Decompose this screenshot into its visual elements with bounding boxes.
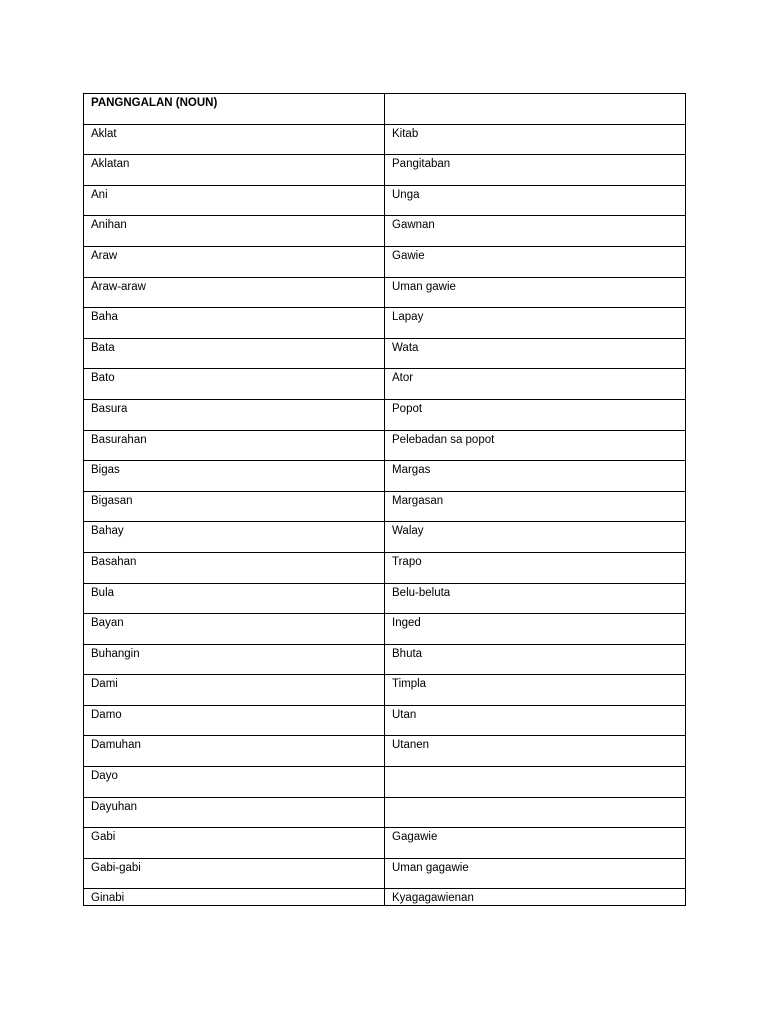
cell-translation-word: Uman gawie bbox=[385, 277, 686, 308]
table-row bbox=[84, 614, 686, 645]
cell-filipino-word: Bigas bbox=[84, 461, 385, 492]
cell-translation-word: Pelebadan sa popot bbox=[385, 430, 686, 461]
cell-filipino-word: Bata bbox=[84, 338, 385, 369]
vocabulary-table-body bbox=[84, 94, 686, 906]
cell-translation-word: Utan bbox=[385, 705, 686, 736]
cell-filipino-word: Araw bbox=[84, 246, 385, 277]
table-row bbox=[84, 583, 686, 614]
cell-translation-word: Lapay bbox=[385, 308, 686, 339]
table-row bbox=[84, 338, 686, 369]
table-header-row bbox=[84, 94, 686, 125]
cell-filipino-word: Bula bbox=[84, 583, 385, 614]
table-row bbox=[84, 644, 686, 675]
cell-filipino-word: Bigasan bbox=[84, 491, 385, 522]
cell-filipino-word: Gabi-gabi bbox=[84, 858, 385, 889]
table-row bbox=[84, 185, 686, 216]
cell-translation-word: Margasan bbox=[385, 491, 686, 522]
cell-translation-word: Trapo bbox=[385, 552, 686, 583]
cell-translation-word: Utanen bbox=[385, 736, 686, 767]
cell-filipino-word: Basura bbox=[84, 399, 385, 430]
table-row bbox=[84, 675, 686, 706]
cell-translation-word bbox=[385, 767, 686, 798]
cell-filipino-word: Damuhan bbox=[84, 736, 385, 767]
cell-filipino-word: Buhangin bbox=[84, 644, 385, 675]
cell-translation-word: Ator bbox=[385, 369, 686, 400]
cell-filipino-word: Araw-araw bbox=[84, 277, 385, 308]
table-row bbox=[84, 308, 686, 339]
cell-translation-word bbox=[385, 797, 686, 828]
cell-translation-word: Gagawie bbox=[385, 828, 686, 859]
cell-translation-word: Margas bbox=[385, 461, 686, 492]
cell-translation-word: Pangitaban bbox=[385, 155, 686, 186]
cell-filipino-word: Dayuhan bbox=[84, 797, 385, 828]
cell-translation-word: Unga bbox=[385, 185, 686, 216]
cell-filipino-word: Damo bbox=[84, 705, 385, 736]
cell-filipino-word: Ani bbox=[84, 185, 385, 216]
table-row bbox=[84, 430, 686, 461]
table-row bbox=[84, 399, 686, 430]
cell-translation-word: Walay bbox=[385, 522, 686, 553]
header-cell-translation bbox=[385, 94, 686, 125]
table-row bbox=[84, 889, 686, 906]
cell-filipino-word: Aklat bbox=[84, 124, 385, 155]
cell-translation-word: Kyagagawienan bbox=[385, 889, 686, 906]
cell-translation-word: Timpla bbox=[385, 675, 686, 706]
cell-filipino-word: Bato bbox=[84, 369, 385, 400]
table-row bbox=[84, 369, 686, 400]
cell-filipino-word: Bayan bbox=[84, 614, 385, 645]
header-cell-noun: PANGNGALAN (NOUN) bbox=[84, 94, 385, 125]
table-row bbox=[84, 828, 686, 859]
table-row bbox=[84, 736, 686, 767]
cell-filipino-word: Baha bbox=[84, 308, 385, 339]
cell-filipino-word: Dami bbox=[84, 675, 385, 706]
cell-translation-word: Wata bbox=[385, 338, 686, 369]
cell-translation-word: Gawie bbox=[385, 246, 686, 277]
table-row bbox=[84, 705, 686, 736]
cell-filipino-word: Gabi bbox=[84, 828, 385, 859]
cell-translation-word: Uman gagawie bbox=[385, 858, 686, 889]
table-row bbox=[84, 124, 686, 155]
table-row bbox=[84, 797, 686, 828]
cell-translation-word: Bhuta bbox=[385, 644, 686, 675]
cell-translation-word: Gawnan bbox=[385, 216, 686, 247]
cell-translation-word: Inged bbox=[385, 614, 686, 645]
cell-translation-word: Kitab bbox=[385, 124, 686, 155]
table-row bbox=[84, 155, 686, 186]
table-row bbox=[84, 246, 686, 277]
table-row bbox=[84, 277, 686, 308]
cell-filipino-word: Aklatan bbox=[84, 155, 385, 186]
table-row bbox=[84, 491, 686, 522]
cell-filipino-word: Basurahan bbox=[84, 430, 385, 461]
cell-filipino-word: Bahay bbox=[84, 522, 385, 553]
cell-filipino-word: Ginabi bbox=[84, 889, 385, 906]
cell-filipino-word: Anihan bbox=[84, 216, 385, 247]
cell-translation-word: Belu-beluta bbox=[385, 583, 686, 614]
table-row bbox=[84, 858, 686, 889]
table-row bbox=[84, 461, 686, 492]
vocabulary-table bbox=[83, 93, 686, 906]
cell-filipino-word: Basahan bbox=[84, 552, 385, 583]
table-row bbox=[84, 767, 686, 798]
cell-translation-word: Popot bbox=[385, 399, 686, 430]
table-row bbox=[84, 552, 686, 583]
table-row bbox=[84, 522, 686, 553]
table-row bbox=[84, 216, 686, 247]
cell-filipino-word: Dayo bbox=[84, 767, 385, 798]
